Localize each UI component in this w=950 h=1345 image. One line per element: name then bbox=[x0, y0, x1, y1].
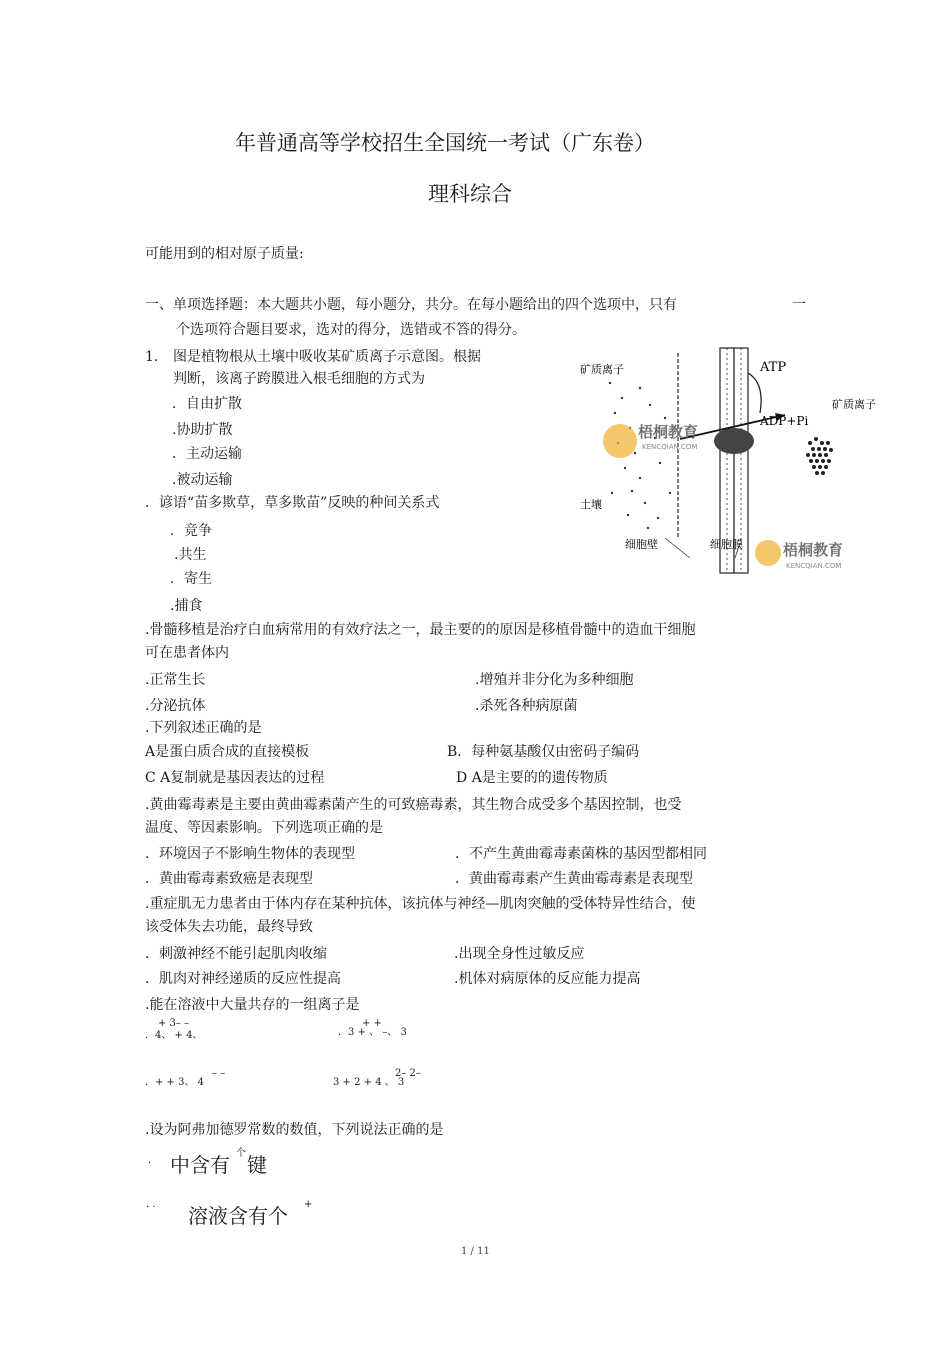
watermark-text-2: 梧桐教育 bbox=[783, 541, 844, 559]
page-number: 1 / 11 bbox=[461, 1246, 490, 1257]
q6-option-d: .机体对病原体的反应能力提高 bbox=[454, 971, 641, 987]
q7-option-c-superscripts: – – bbox=[212, 1068, 226, 1079]
exam-subtitle: 理科综合 bbox=[428, 182, 512, 206]
q3-stem-line2: 可在患者体内 bbox=[145, 645, 229, 661]
q7-option-b-superscripts: + + bbox=[362, 1018, 382, 1029]
carrier-protein bbox=[714, 428, 754, 454]
q8-option-b-text: 溶液含有个 bbox=[188, 1204, 288, 1228]
atp-arrow bbox=[748, 373, 761, 413]
atomic-mass-note: 可能用到的相对原子质量: bbox=[145, 246, 304, 262]
q5-stem-line2: 温度、等因素影响。下列选项正确的是 bbox=[145, 820, 383, 836]
soil-label: 土壤 bbox=[580, 498, 602, 511]
q5-option-d: ．黄曲霉毒素产生黄曲霉毒素是表现型 bbox=[455, 871, 693, 887]
left-ion-label: 矿质离子 bbox=[580, 363, 624, 376]
exam-title: 年普通高等学校招生全国统一考试（广东卷） bbox=[235, 131, 655, 155]
q1-number: 1. bbox=[145, 349, 159, 365]
watermark-url-2: KENCQIAN.COM bbox=[786, 562, 842, 570]
cell-membrane-label: 细胞膜 bbox=[710, 538, 743, 551]
q2-option-a: ．竞争 bbox=[170, 523, 212, 539]
q8-option-a-text: 中含有 bbox=[170, 1153, 230, 1177]
q7-option-c: ．+ + 3、 4 bbox=[145, 1077, 205, 1088]
q6-stem-line1: .重症肌无力患者由于体内存在某种抗体，该抗体与神经—肌肉突触的受体特异性结合，使 bbox=[145, 896, 696, 912]
q1-option-d: .被动运输 bbox=[172, 472, 233, 488]
q6-option-a: ．刺激神经不能引起肌肉收缩 bbox=[145, 946, 327, 962]
q6-stem-line2: 该受体失去功能，最终导致 bbox=[145, 919, 313, 935]
q1-option-a: ．自由扩散 bbox=[172, 396, 242, 412]
q5-option-c: ．黄曲霉毒素致癌是表现型 bbox=[145, 871, 313, 887]
q4-option-b: B．每种氨基酸仅由密码子编码 bbox=[447, 744, 640, 760]
cell-ions bbox=[806, 437, 833, 475]
q8-option-b-superscript: + bbox=[304, 1199, 313, 1210]
section-heading-right: 一 bbox=[792, 297, 806, 313]
q5-option-b: ．不产生黄曲霉毒素菌株的基因型都相同 bbox=[455, 846, 707, 862]
q7-option-a-superscripts: + 3– – bbox=[158, 1018, 190, 1029]
q3-stem-line1: .骨髓移植是治疗白血病常用的有效疗法之一，最主要的的原因是移植骨髓中的造血干细胞 bbox=[145, 622, 696, 638]
q5-option-a: ．环境因子不影响生物体的表现型 bbox=[145, 846, 355, 862]
q1-stem-line1: 图是植物根从土壤中吸收某矿质离子示意图。根据 bbox=[173, 349, 481, 365]
q3-option-c: .分泌抗体 bbox=[145, 698, 206, 714]
q1-option-b: .协助扩散 bbox=[172, 422, 233, 438]
q5-stem-line1: .黄曲霉毒素是主要由黄曲霉素菌产生的可致癌毒素，其生物合成受多个基因控制，也受 bbox=[145, 797, 682, 813]
q6-option-b: .出现全身性过敏反应 bbox=[454, 946, 585, 962]
q4-option-a: A是蛋白质合成的直接模板 bbox=[145, 744, 310, 760]
right-ion-label: 矿质离子 bbox=[832, 398, 876, 411]
q7-option-d: 3 + 2 + 4 、 3 bbox=[333, 1077, 405, 1088]
q4-option-d: D A是主要的的遗传物质 bbox=[456, 770, 608, 786]
watermark-logo-icon bbox=[603, 424, 637, 458]
q8-option-a-superscript: 个 bbox=[236, 1148, 246, 1159]
section-heading-cont: 个选项符合题目要求，选对的得分，选错或不答的得分。 bbox=[176, 322, 526, 338]
ion-uptake-figure bbox=[570, 343, 890, 583]
watermark-text: 梧桐教育 bbox=[638, 423, 699, 441]
q7-option-a: ．4、 + 4、 bbox=[145, 1030, 203, 1041]
cell-wall-label: 细胞壁 bbox=[625, 538, 658, 551]
adp-label: ADP+Pi bbox=[760, 414, 809, 428]
watermark-url: KENCQIAN.COM bbox=[642, 443, 698, 451]
q7-option-d-superscripts: 2– 2– bbox=[395, 1068, 421, 1079]
q2-stem: ．谚语“苗多欺草，草多欺苗”反映的种间关系式 bbox=[145, 495, 440, 511]
q3-option-d: .杀死各种病原菌 bbox=[475, 698, 578, 714]
q6-option-c: ．肌肉对神经递质的反应性提高 bbox=[145, 971, 341, 987]
q2-option-d: .捕食 bbox=[170, 598, 203, 614]
q7-option-b: ．3 + 、 –、 3 bbox=[338, 1027, 407, 1038]
q1-option-c: ．主动运输 bbox=[172, 446, 242, 462]
q2-option-c: ．寄生 bbox=[170, 571, 212, 587]
q3-option-b: .增殖并非分化为多种细胞 bbox=[475, 672, 634, 688]
watermark-logo-icon-2 bbox=[755, 540, 781, 566]
q7-stem: .能在溶液中大量共存的一组离子是 bbox=[145, 997, 360, 1013]
q4-option-c: C A复制就是基因表达的过程 bbox=[145, 770, 325, 786]
atp-label: ATP bbox=[760, 360, 787, 375]
q8-option-a-mark: · bbox=[148, 1158, 152, 1169]
q8-option-b-mark: · · bbox=[146, 1202, 156, 1213]
q8-option-a-text2: 键 bbox=[247, 1153, 267, 1177]
section-heading: 一、单项选择题：本大题共小题，每小题分，共分。在每小题给出的四个选项中，只有 bbox=[145, 297, 677, 313]
q3-option-a: .正常生长 bbox=[145, 672, 206, 688]
q4-stem: .下列叙述正确的是 bbox=[145, 720, 262, 736]
q2-option-b: .共生 bbox=[174, 547, 207, 563]
q1-stem-line2: 判断，该离子跨膜进入根毛细胞的方式为 bbox=[173, 371, 425, 387]
q8-stem: .设为阿弗加德罗常数的数值，下列说法正确的是 bbox=[145, 1122, 444, 1138]
